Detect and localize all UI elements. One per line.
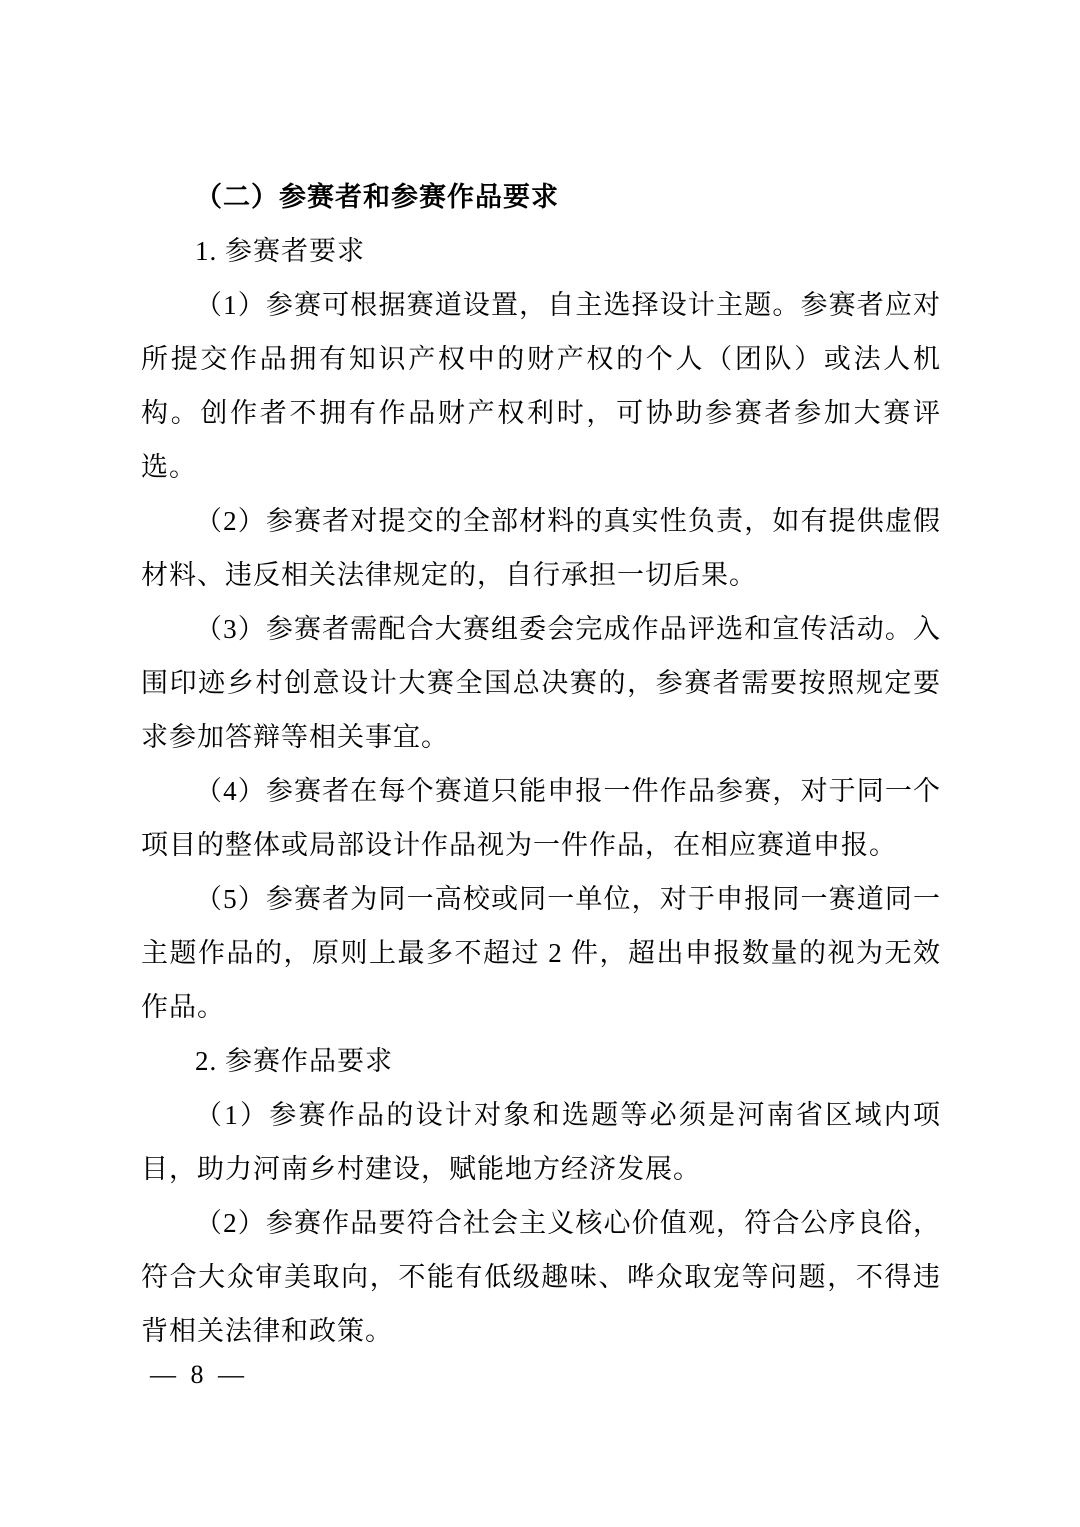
paragraph-participant-req-4: （4）参赛者在每个赛道只能申报一件作品参赛，对于同一个项目的整体或局部设计作品视为一件作品，在相应赛道申报。: [141, 776, 941, 860]
subsection-title-participant-requirements: 1. 参赛者要求: [195, 236, 365, 266]
page-number: — 8 —: [150, 1360, 248, 1389]
subsection-title-work-requirements: 2. 参赛作品要求: [195, 1046, 393, 1076]
paragraph-participant-req-5: （5）参赛者为同一高校或同一单位，对于申报同一赛道同一主题作品的，原则上最多不超过 2 件，超出申报数量的视为无效作品。: [141, 884, 941, 1022]
paragraph-participant-req-1: （1）参赛可根据赛道设置，自主选择设计主题。参赛者应对所提交作品拥有知识产权中的财产权的个人（团队）或法人机构。创作者不拥有作品财产权利时，可协助参赛者参加大赛评选。: [141, 290, 941, 482]
paragraph-participant-req-3: （3）参赛者需配合大赛组委会完成作品评选和宣传活动。入围印迹乡村创意设计大赛全国总决赛的，参赛者需要按照规定要求参加答辩等相关事宜。: [141, 614, 941, 752]
paragraph-work-req-1: （1）参赛作品的设计对象和选题等必须是河南省区域内项目，助力河南乡村建设，赋能地方经济发展。: [141, 1100, 941, 1184]
document-body: [141, 170, 941, 1358]
paragraph-participant-req-2: （2）参赛者对提交的全部材料的真实性负责，如有提供虚假材料、违反相关法律规定的，自行承担一切后果。: [141, 506, 941, 590]
paragraph-work-req-2: （2）参赛作品要符合社会主义核心价值观，符合公序良俗，符合大众审美取向，不能有低级趣味、哗众取宠等问题，不得违背相关法律和政策。: [141, 1208, 941, 1346]
section-heading: （二）参赛者和参赛作品要求: [195, 182, 559, 212]
